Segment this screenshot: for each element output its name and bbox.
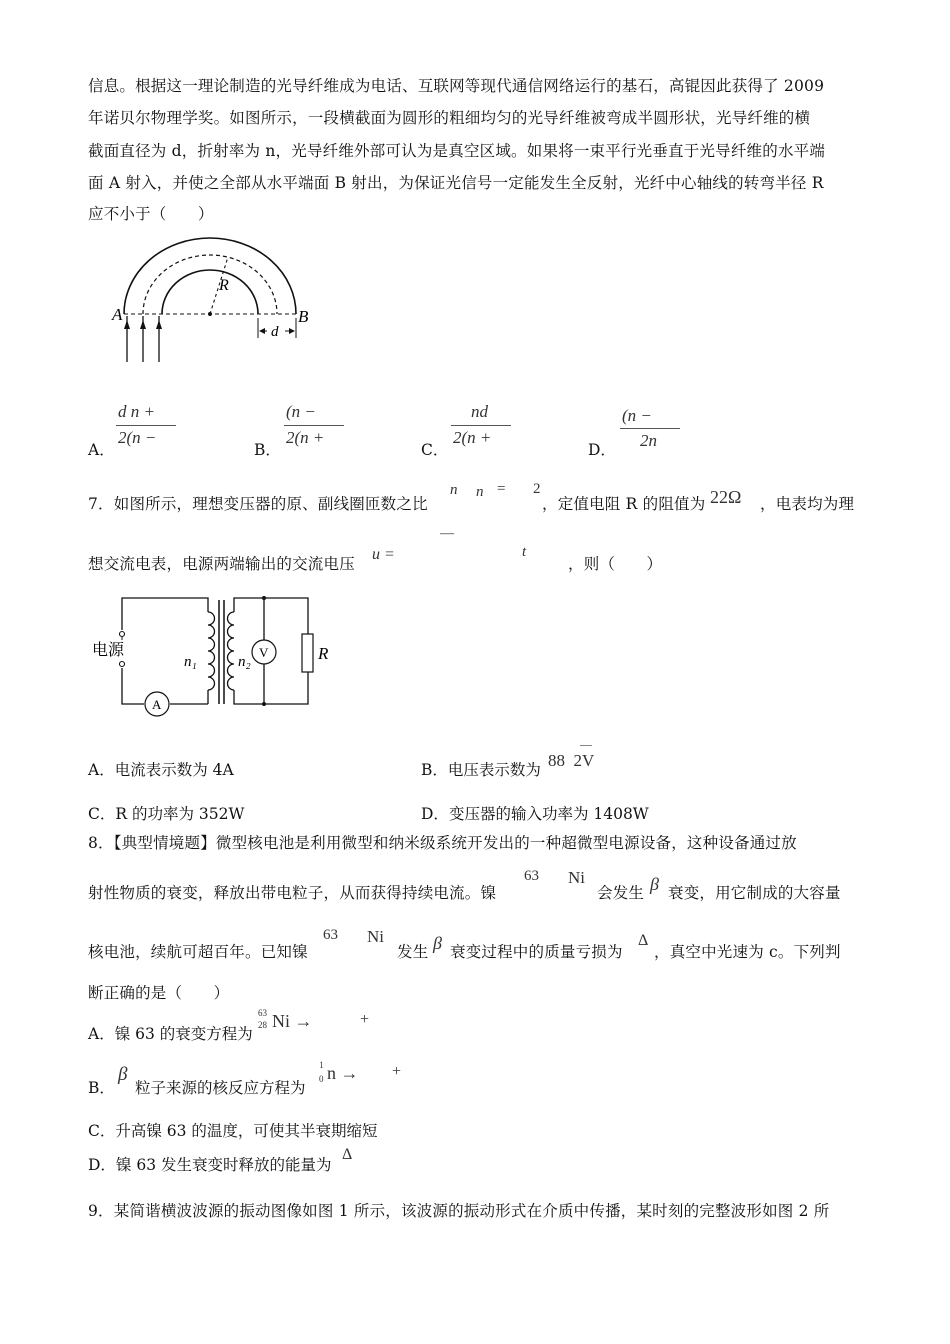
q7-option-c-label: C．: [88, 805, 116, 823]
q7-voltage-u: u =: [372, 546, 395, 563]
q7-line1-text3: ，电表均为理: [760, 495, 855, 513]
q7-line1-text: 7．如图所示，理想变压器的原、副线圈匝数之比: [88, 495, 428, 513]
q7-sqrt-bar: —: [440, 526, 454, 541]
fiber-figure: [105, 232, 325, 372]
q6-line-4: 面 A 射入，并使之全部从水平端面 B 射出，为保证光信号一定能发生全反射，光纤中心轴线的转弯半径 R: [88, 174, 824, 192]
q8-line-3c: 衰变过程中的质量亏损为: [450, 943, 623, 961]
q7-option-c[interactable]: [88, 802, 244, 824]
q8-line3-delta: Δ: [638, 932, 649, 949]
q7-ratio-eq: =: [497, 481, 506, 497]
ammeter-label: A: [152, 697, 162, 712]
q8-option-b-mass: 1: [319, 1060, 324, 1070]
q8-line-3a: 核电池，续航可超百年。已知镍: [88, 943, 308, 961]
q6-option-c-numerator: nd: [471, 402, 488, 421]
q7-option-d[interactable]: [421, 802, 649, 824]
q8-option-d[interactable]: [88, 1153, 332, 1175]
q7-line1-text2: ，定值电阻 R 的阻值为: [542, 495, 706, 513]
fiber-inner-arc: [162, 270, 258, 314]
q7-option-d-text: 变压器的输入功率为 1408W: [448, 805, 649, 823]
q6-line-1: 信息。根据这一理论制造的光导纤维成为电话、互联网等现代通信网络运行的基石，高锟因此获得了 2009: [88, 77, 825, 95]
primary-coil: [208, 612, 215, 690]
q8-line-1: 8．【典型情境题】微型核电池是利用微型和纳米级系统开发出的一种超微型电源设备，这种设备通过放: [88, 834, 797, 852]
q7-option-a[interactable]: [88, 758, 234, 780]
q7-option-b-math: 88 2V: [548, 751, 595, 770]
q8-option-a-reaction: Ni →: [272, 1011, 313, 1031]
voltmeter-label: V: [259, 645, 269, 660]
q7-option-b[interactable]: [421, 758, 541, 780]
q7-line2-text2: ，则（ ）: [568, 555, 663, 573]
q7-line2-text: 想交流电表，电源两端输出的交流电压: [88, 555, 355, 573]
q7-option-a-label: A．: [88, 761, 115, 779]
q8-line3-beta: β: [433, 933, 442, 953]
q8-option-a-z: 28: [258, 1020, 267, 1030]
q6-option-b-label[interactable]: B．: [254, 441, 281, 459]
label-d: d: [271, 324, 279, 340]
secondary-coil: [228, 612, 234, 690]
q6-option-d-denominator: 2n: [640, 431, 657, 450]
label-A: A: [112, 305, 123, 324]
resistor-icon: [302, 634, 313, 672]
q8-option-b-reaction: n →: [327, 1063, 359, 1083]
q7-option-a-text: 电流表示数为 4A: [114, 761, 234, 779]
center-dot: [208, 312, 212, 316]
q8-line2-mass: 63: [524, 868, 539, 884]
q6-option-a-label[interactable]: A．: [88, 441, 115, 459]
q6-option-a-numerator: d n +: [118, 402, 155, 421]
n2-label: n₂: [238, 654, 251, 670]
transformer-circuit-figure: [88, 590, 338, 720]
q8-option-d-delta: Δ: [342, 1146, 353, 1163]
q8-line3-symbol: Ni: [367, 927, 384, 946]
q6-option-a-denominator: 2(n −: [118, 428, 157, 447]
q8-line2-symbol: Ni: [568, 868, 585, 887]
q6-line-3: 截面直径为 d，折射率为 n，光导纤维外部可认为是真空区域。如果将一束平行光垂直于光导纤维的水平端: [88, 142, 826, 160]
q6-option-d-numerator: (n −: [622, 406, 652, 425]
q6-option-c-denominator: 2(n +: [453, 428, 492, 447]
n1-label: n₁: [184, 654, 197, 670]
q7-option-d-label: D．: [421, 805, 449, 823]
q8-option-a-text: A．镍 63 的衰变方程为: [88, 1025, 253, 1043]
q7-ratio-n1: n: [450, 482, 458, 498]
q6-option-d-label[interactable]: D．: [588, 441, 616, 459]
q8-line-2c: 衰变，用它制成的大容量: [668, 884, 841, 902]
q7-voltage-t: t: [522, 544, 527, 560]
source-label: 电源: [92, 640, 125, 659]
q8-line2-beta: β: [650, 874, 659, 894]
fiber-outer-arc: [124, 238, 296, 314]
q8-line-2a: 射性物质的衰变，释放出带电粒子，从而获得持续电流。镍: [88, 884, 497, 902]
q8-option-b-z: 0: [319, 1074, 324, 1084]
q8-option-b-beta: β: [118, 1064, 128, 1085]
q6-line-2: 年诺贝尔物理学奖。如图所示，一段横截面为圆形的粗细均匀的光导纤维被弯成半圆形状，光导纤维的横: [88, 109, 811, 127]
q7-option-b-text: 电压表示数为: [447, 761, 541, 779]
q8-option-a-mass: 63: [258, 1008, 267, 1018]
q9-line-1: 9．某简谐横波波源的振动图像如图 1 所示，该波源的振动形式在介质中传播，某时刻的完整波形如图 2 所: [88, 1202, 830, 1220]
q8-option-a[interactable]: [88, 1022, 253, 1044]
q6-option-c-label[interactable]: C．: [421, 441, 449, 459]
q8-option-b-label[interactable]: B．: [88, 1079, 115, 1097]
q8-line-3d: ，真空中光速为 c。下列判: [654, 943, 841, 961]
q7-ratio-n2: n: [476, 484, 484, 500]
q8-option-c[interactable]: C．升高镍 63 的温度，可使其半衰期缩短: [88, 1122, 378, 1140]
q8-option-b-text[interactable]: 粒子来源的核反应方程为: [135, 1079, 306, 1097]
q7-resistance: 22Ω: [710, 487, 742, 507]
label-B: B: [298, 307, 309, 326]
q7-ratio-value: 2: [533, 481, 541, 497]
label-R: R: [219, 277, 229, 294]
q8-line3-mass: 63: [323, 927, 338, 943]
q8-line-3b: 发生: [397, 943, 429, 961]
q6-option-b-denominator: 2(n +: [286, 428, 325, 447]
q6-line-5: 应不小于（ ）: [88, 205, 214, 223]
q7-option-c-text: R 的功率为 352W: [115, 805, 245, 823]
q8-option-b-plus: +: [392, 1063, 402, 1080]
q8-option-a-plus: +: [360, 1011, 370, 1028]
q6-option-b-numerator: (n −: [286, 402, 316, 421]
q7-option-b-label: B．: [421, 761, 448, 779]
q8-line-4: 断正确的是（ ）: [88, 984, 230, 1002]
q7-line-1: [88, 492, 428, 514]
q8-line-2b: 会发生: [597, 884, 645, 902]
q8-option-d-text: D．镍 63 发生衰变时释放的能量为: [88, 1156, 332, 1174]
q7-option-b-sqrt-bar: —: [580, 737, 592, 751]
resistor-label: R: [318, 644, 329, 663]
